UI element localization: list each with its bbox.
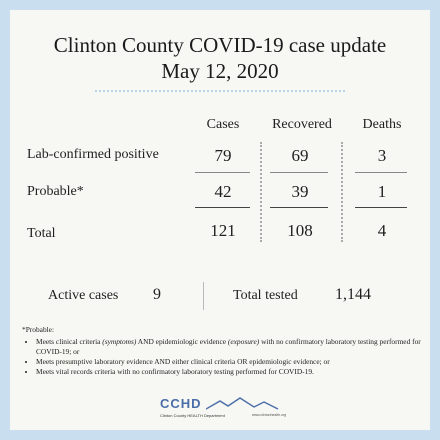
footnote-text: Meets vital records criteria with no confirmatory laboratory testing performed for COVID-19. xyxy=(36,367,314,376)
cell-underline xyxy=(270,172,328,173)
footnote-text: with no confirmatory laboratory testing performed for COVID-19; or xyxy=(36,337,421,356)
page-date: May 12, 2020 xyxy=(161,59,279,83)
page-title: Clinton County COVID-19 case update xyxy=(53,33,387,57)
row-label-lab-confirmed: Lab-confirmed positive xyxy=(27,147,159,162)
logo-abbr: CCHD xyxy=(160,396,202,411)
cell-lab-recovered: 69 xyxy=(291,146,309,165)
cell-underline xyxy=(355,172,407,173)
cell-lab-deaths: 3 xyxy=(377,146,387,165)
footnote-item xyxy=(36,367,422,377)
active-cases-value: 9 xyxy=(153,286,161,303)
footnote-emphasis: (exposure) xyxy=(227,337,260,346)
logo-name: Clinton County HEALTH Department xyxy=(160,413,225,418)
cell-total-recovered: 108 xyxy=(287,221,313,240)
header-deaths: Deaths xyxy=(362,117,402,132)
cell-probable-deaths: 1 xyxy=(377,182,387,201)
column-separator xyxy=(341,142,343,242)
mountain-icon xyxy=(206,397,286,411)
column-separator xyxy=(260,142,262,242)
header-cases: Cases xyxy=(206,117,240,132)
cell-probable-recovered: 39 xyxy=(291,182,309,201)
footnote-text: AND epidemiologic evidence xyxy=(136,337,228,346)
total-rule xyxy=(270,207,328,208)
footnote-text: Meets clinical criteria xyxy=(36,337,103,346)
cell-underline xyxy=(195,172,250,173)
footnote-item xyxy=(36,337,422,357)
cell-total-cases: 121 xyxy=(210,221,236,240)
footnote-list xyxy=(22,337,422,377)
total-tested-value: 1,144 xyxy=(335,286,371,303)
cell-total-deaths: 4 xyxy=(377,221,387,240)
logo-url: www.clintonhealth.org xyxy=(252,413,287,417)
footnote-text: Meets presumptive laboratory evidence AND either clinical criteria OR epidemiologic evidence; or xyxy=(36,357,330,366)
total-rule xyxy=(195,207,250,208)
footnote-heading: *Probable: xyxy=(22,325,55,334)
row-label-probable: Probable* xyxy=(27,184,84,199)
title-dotted-divider xyxy=(95,90,345,92)
stats-divider xyxy=(203,282,204,310)
active-cases-label: Active cases xyxy=(48,288,119,303)
cchd-logo xyxy=(160,396,285,422)
cell-lab-cases: 79 xyxy=(214,146,232,165)
footnote-item xyxy=(36,357,422,367)
header-recovered: Recovered xyxy=(272,117,332,132)
footnote-emphasis: (symptoms) xyxy=(102,337,137,346)
probable-footnote xyxy=(22,325,422,377)
total-tested-label: Total tested xyxy=(233,288,298,303)
cell-probable-cases: 42 xyxy=(214,182,232,201)
row-label-total: Total xyxy=(27,226,56,241)
total-rule xyxy=(355,207,407,208)
